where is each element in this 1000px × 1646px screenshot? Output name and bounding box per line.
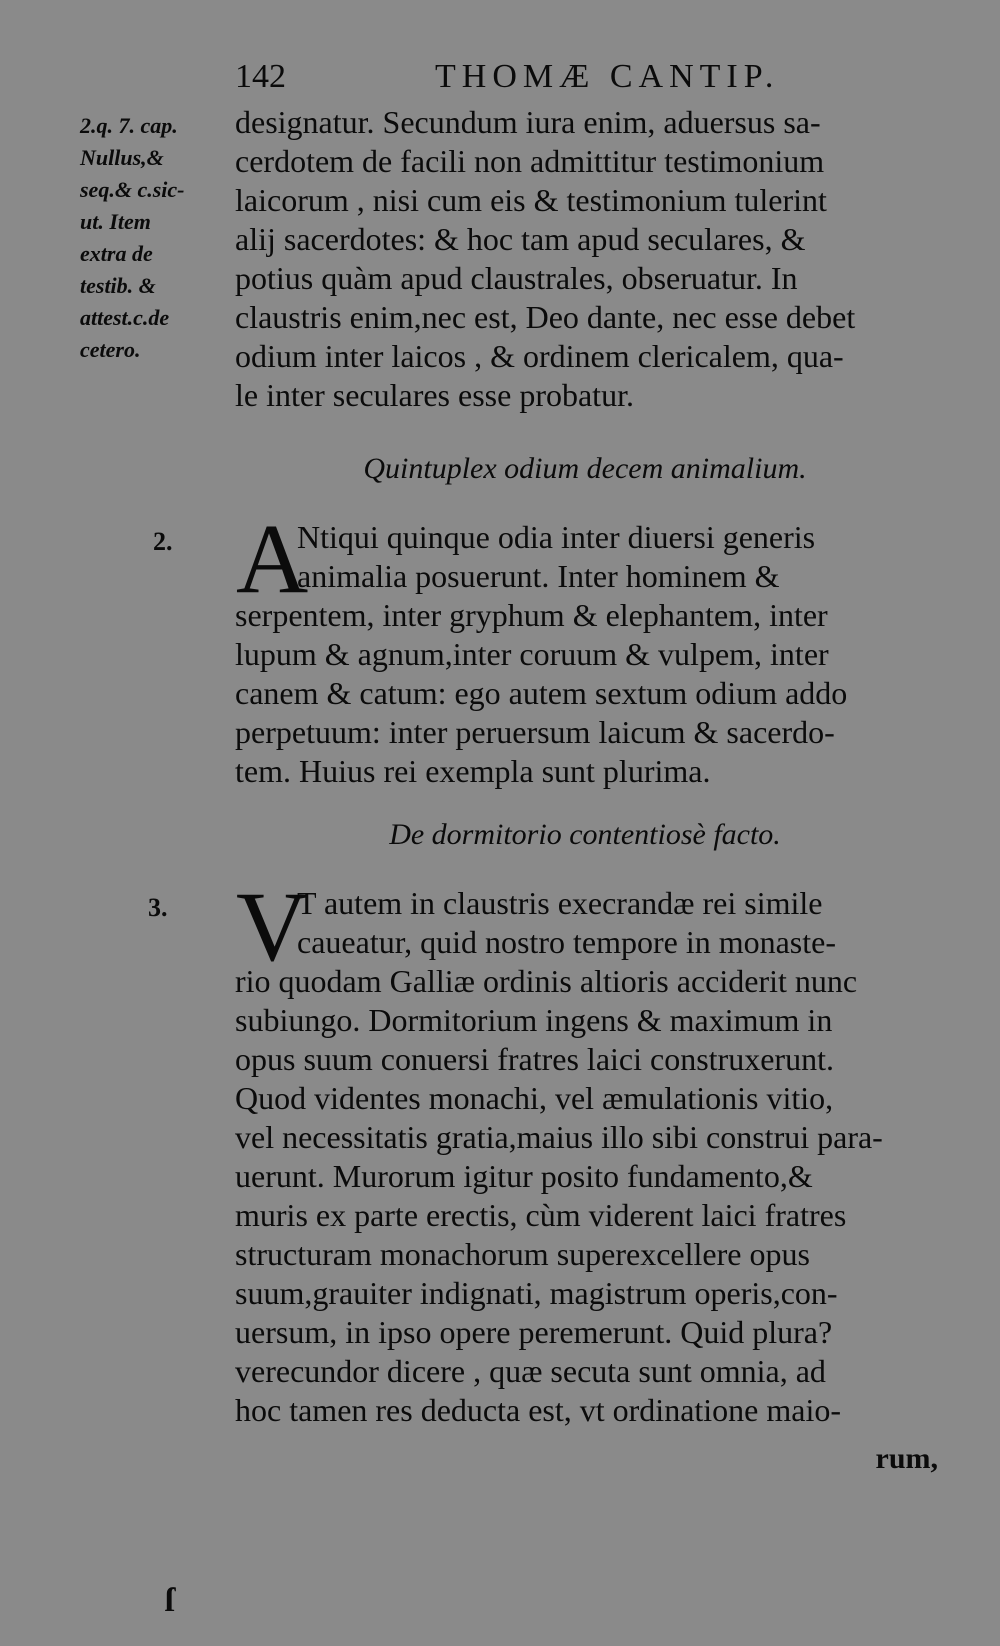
text-line: potius quàm apud claustrales, obseruatur. In [235,260,798,296]
text-line: T autem in claustris execrandæ rei simile [297,885,823,921]
text-line: Quod videntes monachi, vel æmulationis vitio, [235,1080,834,1116]
text-line: alij sacerdotes: & hoc tam apud seculares, & [235,221,806,257]
margin-note-line: ut. Item [80,209,151,234]
page-number: 142 [235,58,286,95]
margin-note-line: 2.q. 7. cap. [80,113,178,138]
margin-note-line: extra de [80,241,153,266]
text-line: rio quodam Galliæ ordinis altioris acciderit nunc [235,963,858,999]
text-line: le inter seculares esse probatur. [235,377,634,413]
text-line: muris ex parte erectis, cùm viderent laici fratres [235,1197,847,1233]
section-heading: De dormitorio contentiosè facto. [389,818,781,851]
section-number: 3. [148,893,168,922]
ink-speck: ſ [165,1582,175,1619]
text-line: perpetuum: inter peruersum laicum & sacerdo- [235,714,835,750]
text-line: claustris enim,nec est, Deo dante, nec esse debet [235,299,856,335]
text-line: serpentem, inter gryphum & elephantem, inter [235,597,828,633]
margin-note-line: seq.& c.sic- [80,177,185,202]
paragraph-continued [235,103,935,415]
margin-note-line: testib. & [80,273,156,298]
text-line: vel necessitatis gratia,maius illo sibi construi para- [235,1119,883,1155]
text-line: hoc tamen res deducta est, vt ordinatione maio- [235,1392,842,1428]
text-line: animalia posuerunt. Inter hominem & [297,558,780,594]
section-heading: Quintuplex odium decem animalium. [363,452,807,485]
text-line: tem. Huius rei exempla sunt plurima. [235,753,711,789]
section-number: 2. [153,527,173,556]
text-line: verecundor dicere , quæ secuta sunt omnia, ad [235,1353,826,1389]
margin-note-line: attest.c.de [80,305,170,330]
text-line: lupum & agnum,inter coruum & vulpem, inter [235,636,829,672]
text-line: subiungo. Dormitorium ingens & maximum in [235,1002,833,1038]
text-line: structuram monachorum superexcellere opus [235,1236,810,1272]
text-line: laicorum , nisi cum eis & testimonium tulerint [235,182,827,218]
text-line: canem & catum: ego autem sextum odium addo [235,675,848,711]
text-line: odium inter laicos , & ordinem clericalem, qua- [235,338,844,374]
page-header [235,58,935,104]
paragraph-section-2 [235,503,935,791]
text-line: opus suum conuersi fratres laici construxerunt. [235,1041,834,1077]
margin-note-line: Nullus,& [80,145,164,170]
text-line: uersum, in ipso opere peremerunt. Quid plura? [235,1314,833,1350]
drop-cap: V [236,871,309,982]
text-line: Ntiqui quinque odia inter diuersi generis [297,519,816,555]
text-line: suum,grauiter indignati, magistrum operis,con- [235,1275,838,1311]
drop-cap: A [236,503,309,614]
text-line: cerdotem de facili non admittitur testimonium [235,143,825,179]
paragraph-section-3 [235,871,935,1430]
catchword: rum, [875,1442,938,1475]
marginal-citation [80,110,230,366]
text-line: uerunt. Murorum igitur posito fundamento,& [235,1158,813,1194]
text-line: caueatur, quid nostro tempore in monaste- [297,924,836,960]
margin-note-line: cetero. [80,337,141,362]
text-line: designatur. Secundum iura enim, aduersus sa- [235,104,821,140]
running-title: THOMÆ CANTIP. [435,58,780,95]
